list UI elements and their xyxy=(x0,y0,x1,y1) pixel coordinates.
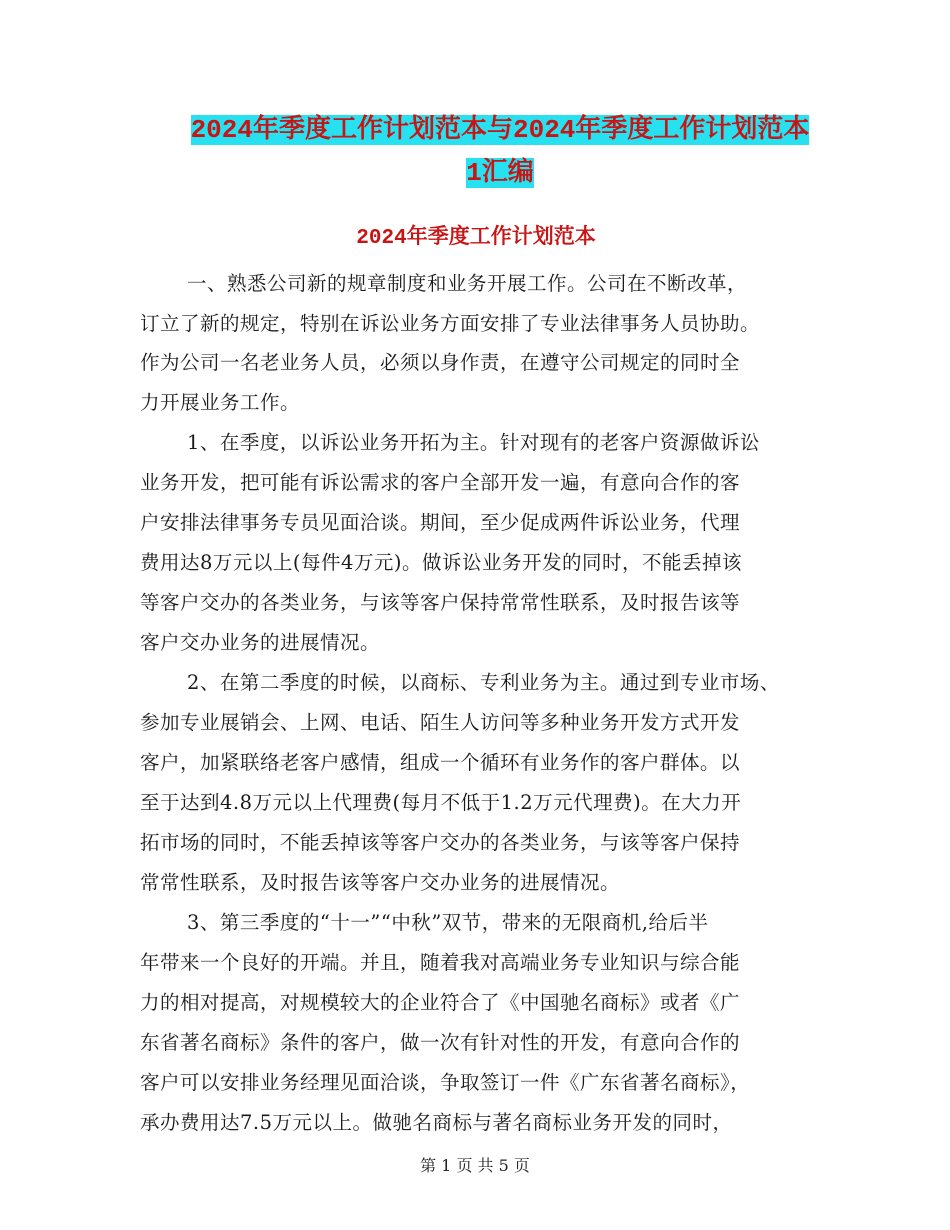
body-line: 等客户交办的各类业务，与该等客户保持常常性联系，及时报告该等 xyxy=(140,591,741,614)
body-line: 至于达到4.8万元以上代理费(每月不低于1.2万元代理费)。在大力开 xyxy=(140,791,742,814)
body-line: 费用达8万元以上(每件4万元)。做诉讼业务开发的同时，不能丢掉该 xyxy=(140,551,743,574)
body-line: 力开展业务工作。 xyxy=(140,391,301,414)
body-line: 一、熟悉公司新的规章制度和业务开展工作。公司在不断改革， xyxy=(187,272,748,295)
body-line: 1、在季度，以诉讼业务开拓为主。针对现有的老客户资源做诉讼 xyxy=(187,431,760,454)
body-line: 承办费用达7.5万元以上。做驰名商标与著名商标业务开发的同时， xyxy=(140,1111,733,1134)
title-highlight: 2024年季度工作计划范本与2024年季度工作计划范本 xyxy=(190,115,810,145)
body-line: 力的相对提高，对规模较大的企业符合了《中国驰名商标》或者《广 xyxy=(140,991,741,1014)
body-line: 订立了新的规定，特别在诉讼业务方面安排了专业法律事务人员协助。 xyxy=(140,312,761,335)
body-line: 2、在第二季度的时候，以商标、专利业务为主。通过到专业市场、 xyxy=(187,671,780,694)
title-highlight: 1汇编 xyxy=(466,158,534,188)
body-line: 年带来一个良好的开端。并且，随着我对高端业务专业知识与综合能 xyxy=(140,951,741,974)
document-title-line-2 xyxy=(140,156,860,190)
body-line: 户安排法律事务专员见面洽谈。期间，至少促成两件诉讼业务，代理 xyxy=(140,511,741,534)
body-line: 拓市场的同时，不能丢掉该等客户交办的各类业务，与该等客户保持 xyxy=(140,831,741,854)
body-line: 客户可以安排业务经理见面洽谈，争取签订一件《广东省著名商标》， xyxy=(140,1071,751,1094)
body-line: 客户，加紧联络老客户感情，组成一个循环有业务作的客户群体。以 xyxy=(140,751,741,774)
body-line: 3、第三季度的“十一”“中秋”双节，带来的无限商机,给后半 xyxy=(187,911,709,934)
section-heading: 2024年季度工作计划范本 xyxy=(356,227,596,250)
body-line: 客户交办业务的进展情况。 xyxy=(140,631,381,654)
document-title-line-1 xyxy=(140,113,860,147)
body-line: 作为公司一名老业务人员，必须以身作责，在遵守公司规定的同时全 xyxy=(140,351,741,374)
body-line: 参加专业展销会、上网、电话、陌生人访问等多种业务开发方式开发 xyxy=(140,711,741,734)
body-line: 东省著名商标》条件的客户，做一次有针对性的开发，有意向合作的 xyxy=(140,1031,741,1054)
body-line: 常常性联系，及时报告该等客户交办业务的进展情况。 xyxy=(140,871,621,894)
page-footer: 第 1 页 共 5 页 xyxy=(420,1156,530,1175)
body-line: 业务开发，把可能有诉讼需求的客户全部开发一遍，有意向合作的客 xyxy=(140,471,741,494)
